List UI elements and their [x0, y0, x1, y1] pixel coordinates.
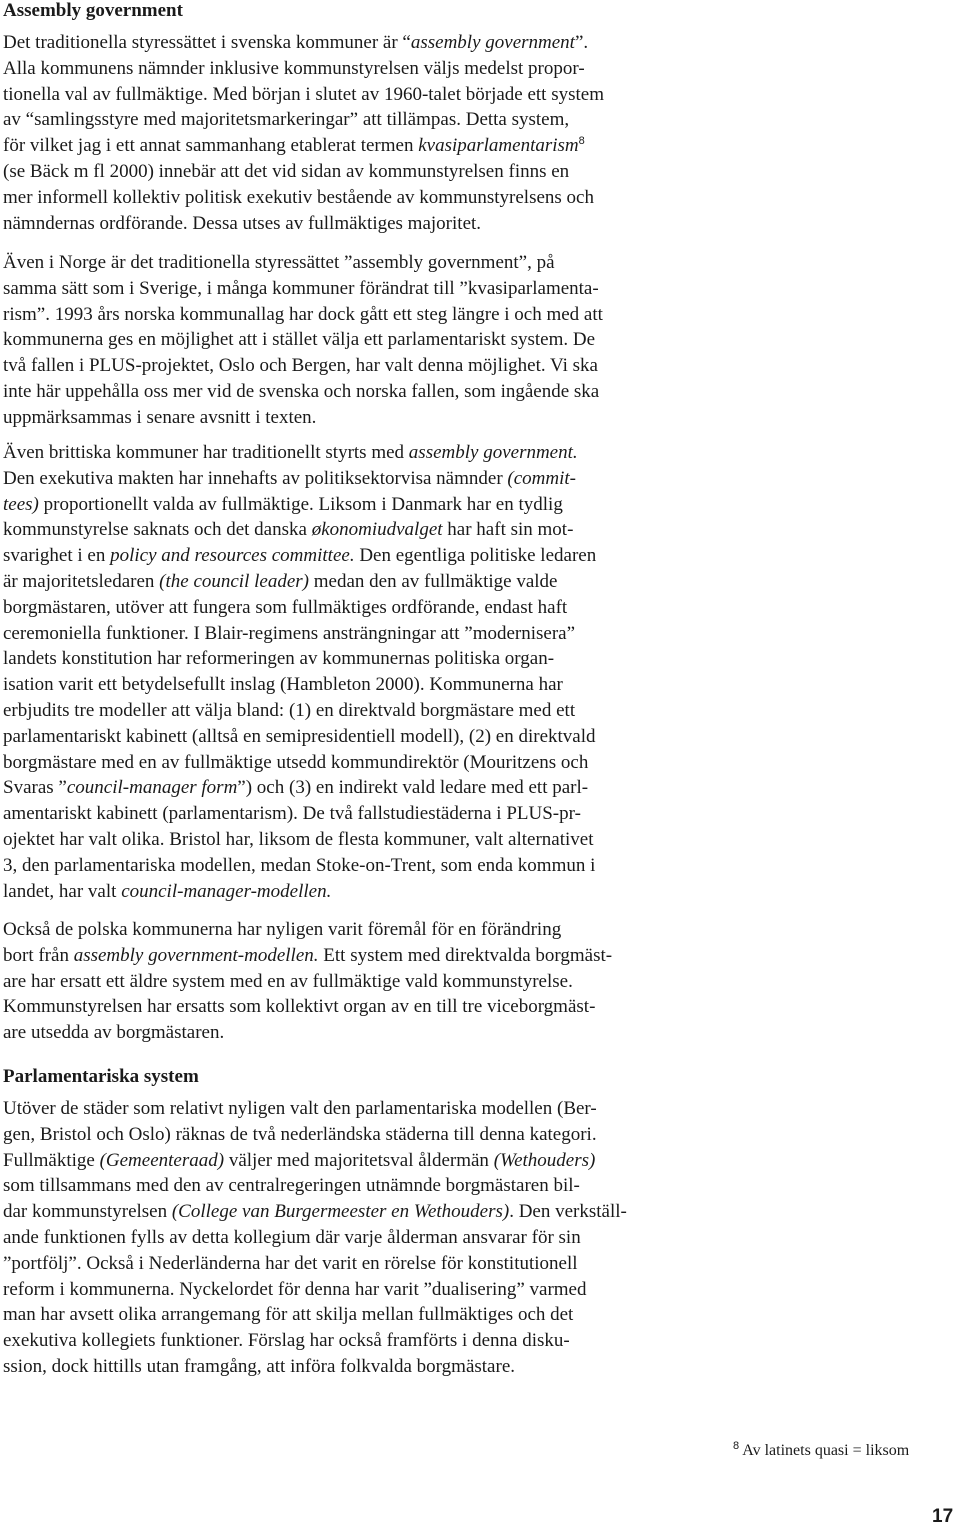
paragraph-parliamentary: Utöver de städer som relativt nyligen valt den parlamentariska modellen (Ber- gen, Bristol och Oslo) räknas de två nederländska städerna till denna kategori. Fullmäktige (Gemeenteraad) väljer med majoritetsval åldermän (Wethouders) som tillsammans med den av centralregeringen utnämnde borgmästaren bil- dar kommunstyrelsen (College van Burgermeester en Wethouders). Den verkställ- ande funktionen fylls av detta kollegium där varje ålderman ansvarar för sin ”portfölj”. Också i Nederländerna har det varit en rörelse för konstitutionell reform i kommunerna. Nyckelordet för denna har varit ”dualisering” varmed man har avsett olika arrangemang för att skilja mellan fullmäktiges och det exekutiva kollegiets funktioner. Förslag har också framförts i denna disku- ssion, dock hittills utan framgång, att införa folkvalda borgmästare.	[3, 1098, 627, 1377]
page-number: 17	[932, 1506, 954, 1527]
section-heading-parliamentary-systems: Parlamentariska system	[3, 1066, 199, 1087]
footnote	[733, 1436, 909, 1461]
paragraph-poland: Också de polska kommunerna har nyligen varit föremål för en förändring bort från assembly government-modellen. Ett system med direktvalda borgmäst- are har ersatt ett äldre system med en av fullmäktige vald kommunstyrelse. Kommunstyrelsen har ersatts som kollektivt organ av en till tre viceborgmäst- are utsedda av borgmästaren.	[3, 919, 613, 1044]
paragraph-norway: Även i Norge är det traditionella styressättet ”assembly government”, på samma sätt som i Sverige, i många kommuner förändrat till ”kvasiparlamenta- rism”. 1993 års norska kommunallag har dock gått ett steg längre i och med att kommunerna ges en möjlighet att i stället välja ett parlamentariskt system. De två fallen i PLUS-projektet, Oslo och Bergen, har valt denna möjlighet. Vi ska inte här uppehålla oss mer vid de svenska och norska fallen, som ingående ska uppmärksammas i senare avsnitt i texten.	[3, 252, 603, 428]
section-heading-assembly-government: Assembly government	[3, 0, 183, 21]
footnote-text: Av latinets quasi = liksom	[739, 1442, 910, 1459]
paragraph-assembly-intro: Det traditionella styressättet i svenska kommuner är “assembly government”. Alla kommunens nämnder inklusive kommunstyrelsen väljs medelst propor- tionella val av fullmäktige. Med början i slutet av 1960-talet började ett system av “samlingsstyre med majoritetsmarkeringar” att tillämpas. Detta system, för vilket jag i ett annat sammanhang etablerat termen kvasiparlamentarism$^8$ (se Bäck m fl 2000) innebär att det vid sidan av kommunstyrelsen finns en mer informell kollektiv politisk exekutiv bestående av kommunstyrelsens och nämndernas ordförande. Dessa utses av fullmäktiges majoritet.	[3, 32, 604, 234]
footnote-marker: 8	[733, 1440, 740, 1452]
paragraph-britain: Även brittiska kommuner har traditionellt styrts med assembly government. Den exekutiva makten har innehafts av politiksektorvisa nämnder (commit- tees) proportionellt valda av fullmäktige. Liksom i Danmark har en tydlig kommunstyrelse saknats och det danska økonomiudvalget har haft sin mot- svarighet i en policy and resources committee. Den egentliga politiske ledaren är majoritetsledaren (the council leader) medan den av fullmäktige valde borgmästaren, utöver att fungera som fullmäktiges ordförande, endast haft ceremoniella funktioner. I Blair-regimens ansträngningar att ”modernisera” landets konstitution har reformeringen av kommunernas politiska organ- isation varit ett betydelsefullt inslag (Hambleton 2000). Kommunerna har erbjudits tre modeller att välja bland: (1) en direktvald borgmästare med ett parlamentariskt kabinett (alltså en semipresidentiell modell), (2) en direktvald borgmästare med en av fullmäktige utsedd kommundirektör (Mouritzens och Svaras ”council-manager form”) och (3) en indirekt vald ledare med ett parl- amentariskt kabinett (parlamentarism). De två fallstudiestäderna i PLUS-pr- ojektet har valt olika. Bristol har, liksom de flesta kommuner, valt alternativet 3, den parlamentariska modellen, medan Stoke-on-Trent, som enda kommun i landet, har valt council-manager-modellen.	[3, 442, 597, 902]
